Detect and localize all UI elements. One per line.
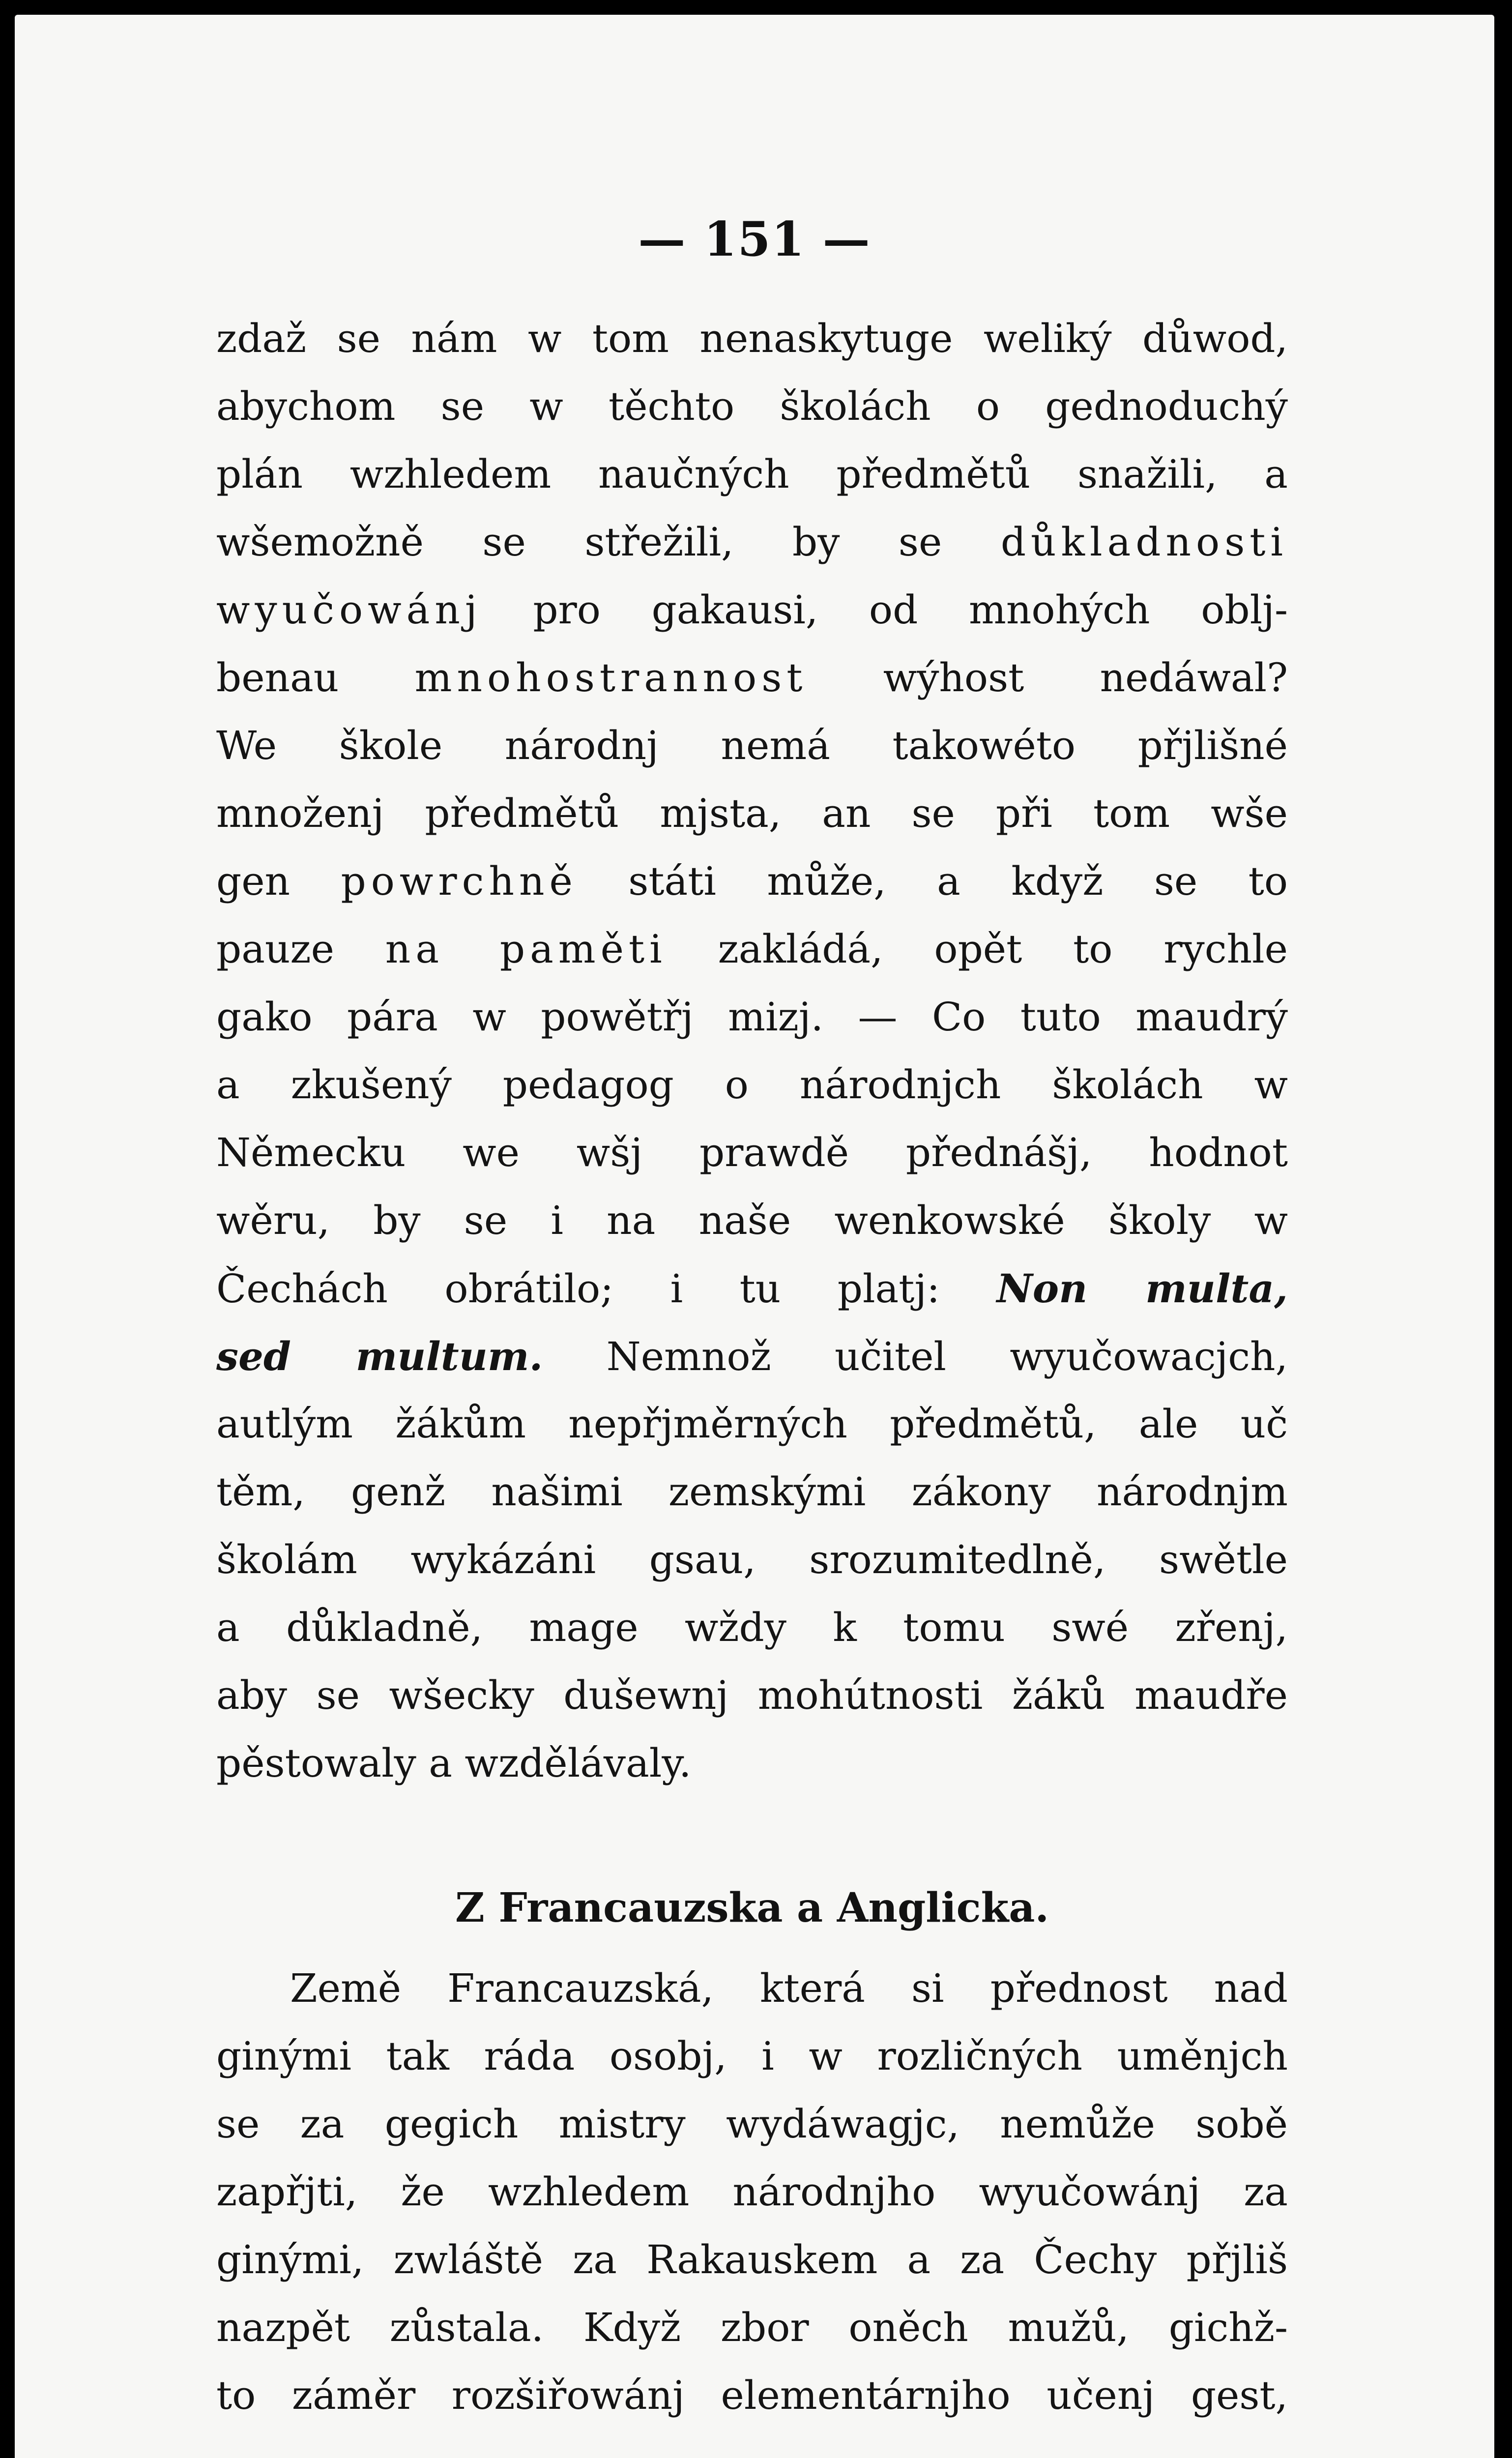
text-line: a důkladně, mage wždy k tomu swé zřenj,	[216, 1605, 1288, 1650]
text-line	[216, 1255, 1288, 1322]
text-line	[216, 915, 1288, 983]
text-line: se za gegich mistry wydáwagjc, nemůže sobě	[216, 2101, 1288, 2147]
text-line: zapřjti, že wzhledem národnjho wyučowánj za	[216, 2169, 1288, 2215]
text-line: We škole národnj nemá takowéto přjlišné	[216, 723, 1288, 768]
book-page	[15, 15, 1494, 2458]
text-line: Německu we wšj prawdě přednášj, hodnot	[216, 1130, 1288, 1175]
text-line: množenj předmětů mjsta, an se při tom wše	[216, 790, 1288, 836]
text-line	[216, 644, 1288, 712]
text-line: školám wykázáni gsau, srozumitedlně, swětle	[216, 1537, 1288, 1582]
text-run: státi může, a když se to	[577, 858, 1288, 904]
spaced-emphasis: mnohostrannost	[414, 655, 808, 701]
text-line: abychom se w těchto školách o gednoduchý	[216, 383, 1288, 429]
spaced-emphasis: důkladnosti	[1000, 519, 1288, 565]
text-run: Čechách obrátilo; i tu platj:	[216, 1266, 997, 1312]
text-line: nazpět zůstala. Když zbor oněch mužů, gichž-	[216, 2305, 1288, 2350]
section-heading: Z Francauzska a Anglicka.	[455, 1884, 1049, 1931]
text-line: zdaž se nám w tom nenaskytuge weliký důwod,	[216, 316, 1288, 361]
spaced-emphasis: na paměti	[385, 926, 667, 972]
text-line	[216, 576, 1288, 644]
spaced-emphasis: powrchně	[341, 858, 578, 904]
page-body	[216, 305, 1288, 2429]
text-line: Země Francauzská, která si přednost nad	[290, 1965, 1288, 2011]
text-line: wěru, by se i na naše wenkowské školy w	[216, 1198, 1288, 1243]
text-run: benau	[216, 655, 415, 701]
text-line: pěstowaly a wzdělávaly.	[216, 1740, 692, 1786]
latin-quote: sed multum.	[216, 1333, 543, 1379]
text-line	[216, 1322, 1288, 1390]
text-run: Nemnož učitel wyučowacjch,	[543, 1334, 1288, 1379]
text-run: gen	[216, 858, 341, 904]
text-run: wýhost nedáwal?	[807, 655, 1288, 701]
latin-quote: Non multa,	[996, 1265, 1288, 1312]
text-line	[216, 848, 1288, 915]
text-line: plán wzhledem naučných předmětů snažili, a	[216, 451, 1288, 497]
text-run: pro gakausi, od mnohých oblj-	[482, 587, 1288, 633]
spaced-emphasis: wyučowánj	[216, 587, 482, 633]
text-run: wšemožně se střežili, by se	[216, 519, 1001, 565]
text-line: ginými tak ráda osobj, i w rozličných uměnjch	[216, 2033, 1288, 2079]
text-line	[216, 508, 1288, 576]
text-line: a zkušený pedagog o národnjch školách w	[216, 1062, 1288, 1108]
text-line: autlým žákům nepřjměrných předmětů, ale uč	[216, 1401, 1288, 1447]
paragraph-2	[216, 1955, 1288, 2429]
page-number: — 151 —	[638, 211, 871, 267]
text-line: těm, genž našimi zemskými zákony národnjm	[216, 1469, 1288, 1515]
text-run: pauze	[216, 926, 385, 972]
text-run: zakládá, opět to rychle	[667, 926, 1288, 972]
text-line: gako pára w powětřj mizj. — Co tuto maudrý	[216, 994, 1288, 1040]
text-line: ginými, zwláště za Rakauskem a za Čechy přjliš	[216, 2237, 1288, 2282]
text-line: to záměr rozšiřowánj elementárnjho učenj gest,	[216, 2372, 1288, 2418]
text-line: aby se wšecky dušewnj mohútnosti žáků maudře	[216, 1672, 1288, 1718]
paragraph-1	[216, 305, 1288, 1797]
